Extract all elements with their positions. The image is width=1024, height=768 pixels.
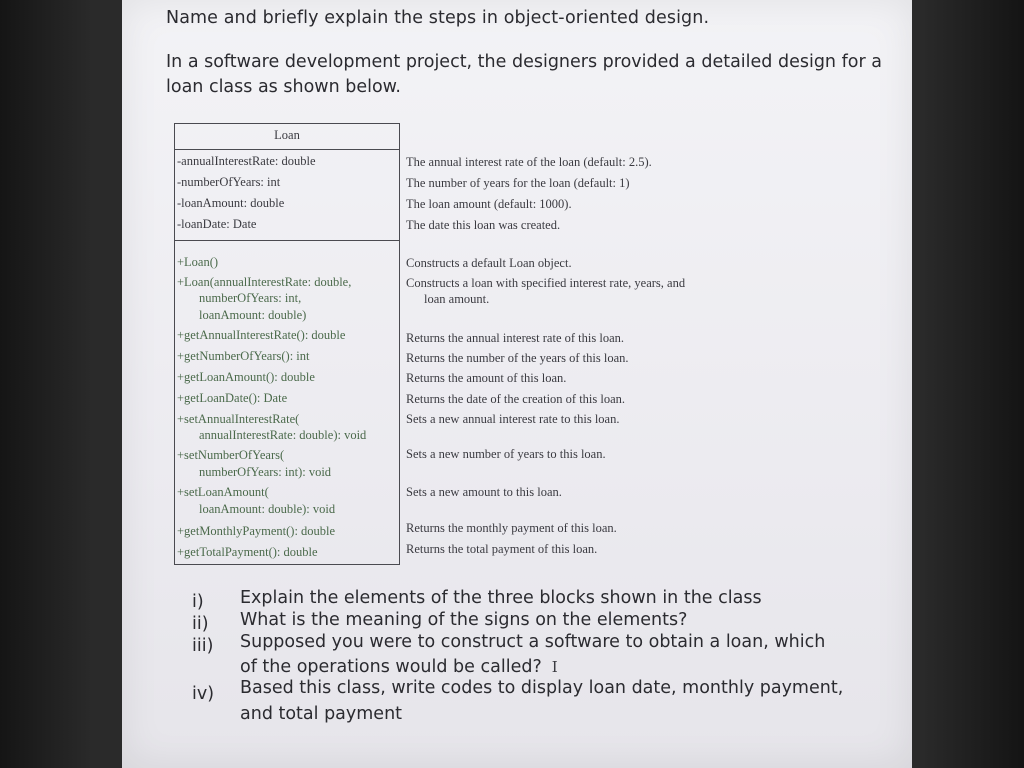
desc-loan-date: The date this loan was created. — [406, 218, 561, 232]
text-cursor-icon: I — [551, 658, 558, 676]
desc-get-monthly-payment: Returns the monthly payment of this loan. — [406, 521, 617, 535]
method-loan-args-line2: numberOfYears: int, — [199, 291, 302, 305]
question-intro: In a software development project, the designers provided a detailed design for a loan class as shown below. — [166, 52, 882, 97]
method-set-number-of-years: +setNumberOfYears( — [177, 448, 285, 462]
desc-get-loan-amount: Returns the amount of this loan. — [406, 371, 567, 385]
document-screen — [122, 0, 912, 768]
method-set-loan-amount-line2: loanAmount: double): void — [199, 502, 336, 516]
method-set-annual-interest-rate: +setAnnualInterestRate( — [177, 412, 300, 426]
method-loan-args: +Loan(annualInterestRate: double, — [177, 275, 352, 289]
subq-3-text: Supposed you were to construct a software to obtain a loan, which — [240, 632, 826, 652]
method-get-loan-date: +getLoanDate(): Date — [177, 391, 288, 405]
desc-loan-amount: The loan amount (default: 1000). — [406, 197, 572, 211]
subq-1-text: Explain the elements of the three blocks shown in the class — [240, 588, 762, 608]
desc-get-loan-date: Returns the date of the creation of this loan. — [406, 392, 626, 406]
method-set-annual-interest-rate-line2: annualInterestRate: double): void — [199, 428, 367, 442]
desc-get-number-of-years: Returns the number of the years of this loan. — [406, 351, 629, 365]
desc-loan-args: Constructs a loan with specified interest rate, years, and — [406, 276, 686, 290]
desc-set-annual-interest-rate: Sets a new annual interest rate to this loan. — [406, 412, 620, 426]
desc-loan-default: Constructs a default Loan object. — [406, 256, 572, 270]
method-loan-default: +Loan() — [177, 255, 219, 269]
method-get-annual-interest-rate: +getAnnualInterestRate(): double — [177, 328, 346, 342]
desc-set-number-of-years: Sets a new number of years to this loan. — [406, 447, 606, 461]
desc-loan-args-line2: loan amount. — [424, 292, 490, 306]
subq-2-number: ii) — [192, 614, 209, 634]
desc-annual-interest-rate: The annual interest rate of the loan (default: 2.5). — [406, 155, 652, 169]
subq-4-number: iv) — [192, 684, 215, 704]
method-set-number-of-years-line2: numberOfYears: int): void — [199, 465, 332, 479]
method-get-total-payment: +getTotalPayment(): double — [177, 545, 318, 559]
method-get-loan-amount: +getLoanAmount(): double — [177, 370, 315, 384]
desc-get-total-payment: Returns the total payment of this loan. — [406, 542, 598, 556]
subq-3-text-line2 — [240, 656, 558, 678]
uml-attributes-block — [175, 150, 399, 241]
subq-1-number: i) — [192, 592, 204, 612]
uml-class-box — [174, 123, 400, 565]
subq-4-text: Based this class, write codes to display loan date, monthly payment, — [240, 678, 844, 698]
method-set-loan-amount: +setLoanAmount( — [177, 485, 269, 499]
subq-2-text: What is the meaning of the signs on the elements? — [240, 610, 688, 630]
method-get-monthly-payment: +getMonthlyPayment(): double — [177, 524, 336, 538]
subq-4-text-line2: and total payment — [240, 704, 403, 724]
uml-class-name: Loan — [175, 124, 399, 150]
attr-loan-date: -loanDate: Date — [177, 217, 257, 231]
attr-loan-amount: -loanAmount: double — [177, 196, 285, 210]
attr-annual-interest-rate: -annualInterestRate: double — [177, 154, 316, 168]
subq-3-number: iii) — [192, 636, 214, 656]
question-title: Name and briefly explain the steps in object-oriented design. — [166, 8, 710, 28]
method-loan-args-line3: loanAmount: double) — [199, 308, 307, 322]
subq-3-text2: of the operations would be called? — [240, 657, 542, 677]
desc-set-loan-amount: Sets a new amount to this loan. — [406, 485, 562, 499]
desc-get-annual-interest-rate: Returns the annual interest rate of this loan. — [406, 331, 624, 345]
attr-number-of-years: -numberOfYears: int — [177, 175, 281, 189]
method-get-number-of-years: +getNumberOfYears(): int — [177, 349, 310, 363]
desc-number-of-years: The number of years for the loan (default: 1) — [406, 176, 630, 190]
